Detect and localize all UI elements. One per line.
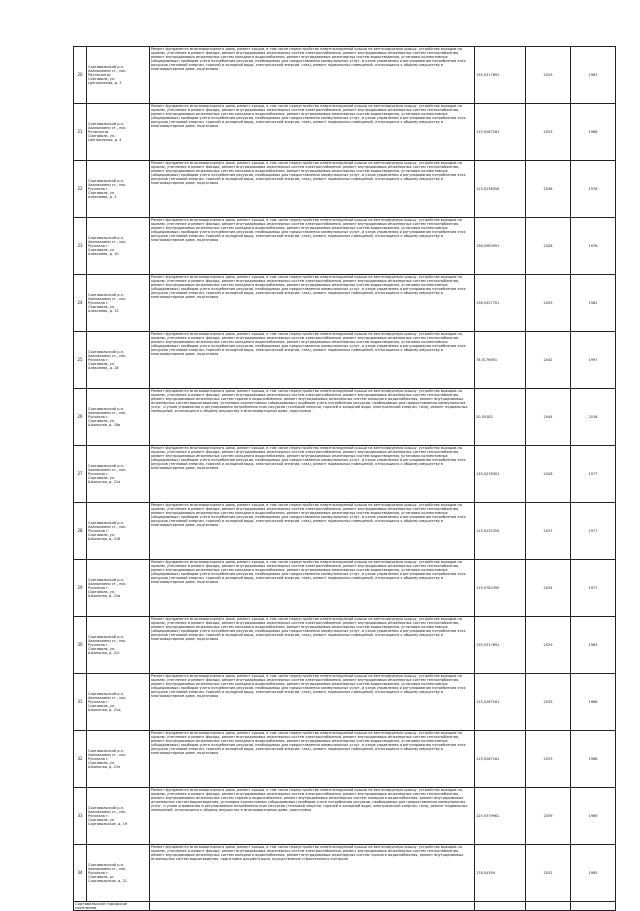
planned-year-cell: 2033 xyxy=(526,674,571,731)
built-year-cell: 1977 xyxy=(571,503,616,560)
cost-cell: 115,5136355 xyxy=(475,161,526,218)
address-line: Хаапалампи ст., пос. xyxy=(88,467,127,472)
address-line: Хаапалампи ст., пос. xyxy=(88,524,127,529)
address-line: Центральная, д. 4 xyxy=(88,138,122,143)
table-row xyxy=(74,218,616,275)
row-number: 32 xyxy=(74,731,87,788)
address-line: Хаапалампи ст., пос. xyxy=(88,410,127,415)
cost-cell: 78,5176951 xyxy=(475,332,526,389)
planned-year-cell: 2033 xyxy=(526,731,571,788)
work-description-text: Ремонт фундамента многоквартирного дома, ремонт крыши, в том числе переустройство невентилируемой крыши на вентилируемую крышу, устройство выходов на кровлю, утепление и ремонт фасада, ремонт внутридомовых инженерных систем электроснабжения, ремонт внутридомовых инженерных систем теплоснабжения, ремонт внутридомовых инженерных систем холодного водоснабжения, ремонт внутридомовых инженерных систем водоотведения, установка коллективных (общедомовых) приборов учета потребления ресурсов, необходимых для предоставления коммунальных услуг, и узлов управления и регулирования потребления этих ресурсов (тепловой энергии, горячей и холодной воды, электрической энергии, газа), ремонт подвальных помещений, относящихся к общему имуществу в многоквартирном доме, подготовка xyxy=(151,674,466,699)
address-line: Сортавала, ул. xyxy=(88,818,116,823)
planned-year-cell: 2029 xyxy=(526,47,571,104)
cost-cell: 115,5267161 xyxy=(475,674,526,731)
work-description-cell xyxy=(150,104,475,161)
work-description-text: Ремонт фундамента многоквартирного дома, ремонт крыши, в том числе переустройство невентилируемой крыши на вентилируемую крышу, устройство выходов на кровлю, утепление и ремонт фасада, ремонт внутридомовых инженерных систем электроснабжения, ремонт внутридомовых инженерных систем теплоснабжения, ремонт внутридомовых инженерных систем холодного водоснабжения, ремонт внутридомовых инженерных систем водоотведения, установка коллективных (общедомовых) приборов учета потребления ресурсов, необходимых для предоставления коммунальных услуг, и узлов управления и регулирования потребления этих ресурсов (тепловой энергии, горячей и холодной воды, электрической энергии, газа), ремонт подвальных помещений, относящихся к общему имуществу в многоквартирном доме, подготовка xyxy=(151,503,466,528)
planned-year-cell: 2037 xyxy=(526,503,571,560)
work-description-cell xyxy=(150,731,475,788)
address-line: Алексеева, д. 12 xyxy=(88,309,119,314)
built-year-cell: 1983 xyxy=(571,617,616,674)
table-row xyxy=(74,332,616,389)
work-description-cell xyxy=(150,503,475,560)
row-number: 25 xyxy=(74,332,87,389)
built-year-cell: 1985 xyxy=(571,845,616,902)
address-line: Школьная, д. 21б xyxy=(88,537,121,542)
address-line: Рускеала г. xyxy=(88,186,109,191)
address-line: Сортавальский р-н, xyxy=(88,349,125,354)
planned-year-cell: 2034 xyxy=(526,560,571,617)
address-cell xyxy=(87,845,150,902)
table-row xyxy=(74,161,616,218)
work-description-text: Ремонт фундамента многоквартирного дома, ремонт крыши, в том числе переустройство невентилируемой крыши на вентилируемую крышу, устройство выходов на кровлю, утепление и ремонт фасада, ремонт внутридомовых инженерных систем электроснабжения, ремонт внутридомовых инженерных систем теплоснабжения, ремонт внутридомовых инженерных систем холодного водоснабжения, ремонт внутридомовых инженерных систем водоотведения, установка коллективных (общедомовых) приборов учета потребления ресурсов, необходимых для предоставления коммунальных услуг, и узлов управления и регулирования потребления этих ресурсов (тепловой энергии, горячей и холодной воды, электрической энергии, газа), ремонт подвальных помещений, относящихся к общему имуществу в многоквартирном доме, подготовка xyxy=(151,47,466,72)
cost-cell: 135,5317691 xyxy=(475,617,526,674)
address-line: Рускеала г. xyxy=(88,528,109,533)
address-line: Сортавальский р-н, xyxy=(88,463,125,468)
address-line: Сортавальский р-н, xyxy=(88,178,125,183)
row-number: 22 xyxy=(74,161,87,218)
planned-year-cell: 2042 xyxy=(526,332,571,389)
work-description-cell xyxy=(150,218,475,275)
row-number: 26 xyxy=(74,389,87,446)
address-line: Школьная, д. 21а xyxy=(88,480,121,485)
built-year-cell: 1988 xyxy=(571,674,616,731)
row-number: 29 xyxy=(74,560,87,617)
table-row xyxy=(74,389,616,446)
address-line: Хаапалампи ст., пос. xyxy=(88,752,127,757)
address-cell xyxy=(87,104,150,161)
address-line: Хаапалампи ст., пос. xyxy=(88,239,127,244)
row-number: 33 xyxy=(74,788,87,845)
work-description-cell xyxy=(150,446,475,503)
address-line: Сортавальский р-н, xyxy=(88,862,125,867)
address-line: Сортавала, ул. xyxy=(88,362,116,367)
address-line: Сортавала, ул. xyxy=(88,647,116,652)
address-line: Сортавала, ул. xyxy=(88,77,116,82)
planned-year-cell: 2028 xyxy=(526,446,571,503)
row-number: 20 xyxy=(74,47,87,104)
planned-year-cell: 2033 xyxy=(526,104,571,161)
row-number: 34 xyxy=(74,845,87,902)
address-line: Центральная, д. 3 xyxy=(88,81,122,86)
address-line: Хаапалампи ст., пос. xyxy=(88,125,127,130)
address-line: Сортавальский р-н, xyxy=(88,691,125,696)
footer-empty-cell xyxy=(571,902,616,911)
address-line: Сортавала, ул. xyxy=(88,533,116,538)
address-line: Рускеала г. xyxy=(88,870,109,875)
table-row xyxy=(74,788,616,845)
table-row xyxy=(74,275,616,332)
address-line: Сортавала, ул. xyxy=(88,704,116,709)
table-row xyxy=(74,503,616,560)
cost-cell: 115,5782395 xyxy=(475,560,526,617)
work-description-text: Ремонт фундамента многоквартирного дома, ремонт крыши, в том числе переустройство невентилируемой крыши на вентилируемую крышу, устройство выходов на кровлю, утепление и ремонт фасада, ремонт внутридомовых инженерных систем электроснабжения, ремонт внутридомовых инженерных систем теплоснабжения, ремонт внутридомовых инженерных систем холодного водоснабжения, ремонт внутридомовых инженерных систем водоотведения, установка коллективных (общедомовых) приборов учета потребления ресурсов, необходимых для предоставления коммунальных услуг, и узлов управления и регулирования потребления этих ресурсов (тепловой энергии, горячей и холодной воды, электрической энергии, газа), ремонт подвальных помещений, относящихся к общему имуществу в многоквартирном доме, подготовка xyxy=(151,104,466,129)
address-line: Сортавальское, д. 19 xyxy=(88,822,128,827)
built-year-cell: 1977 xyxy=(571,446,616,503)
address-line: Сортавальский р-н, xyxy=(88,805,125,810)
address-line: Сортавала, ул. xyxy=(88,248,116,253)
row-number: 30 xyxy=(74,617,87,674)
address-cell xyxy=(87,617,150,674)
table-row xyxy=(74,731,616,788)
address-line: Школьная, д. 21в xyxy=(88,594,121,599)
address-cell xyxy=(87,332,150,389)
address-line: Рускеала г. xyxy=(88,813,109,818)
table-row xyxy=(74,104,616,161)
address-line: Хаапалампи ст., пос. xyxy=(88,353,127,358)
cost-cell: 125,5379961 xyxy=(475,788,526,845)
address-line: Рускеала г. xyxy=(88,300,109,305)
address-line: Сортавальский р-н, xyxy=(88,748,125,753)
work-description-cell xyxy=(150,788,475,845)
work-description-cell xyxy=(150,332,475,389)
table-row xyxy=(74,617,616,674)
address-line: Рускеала г. xyxy=(88,471,109,476)
built-year-cell: 1982 xyxy=(571,275,616,332)
work-description-text: Ремонт фундамента многоквартирного дома, ремонт крыши, в том числе переустройство невентилируемой крыши на вентилируемую крышу, устройство выходов на кровлю, утепление и ремонт фасада, ремонт внутридомовых инженерных систем электроснабжения, ремонт внутридомовых инженерных систем теплоснабжения, ремонт внутридомовых инженерных систем холодного водоснабжения, ремонт внутридомовых инженерных систем водоотведения, установка коллективных (общедомовых) приборов учета потребления ресурсов, необходимых для предоставления коммунальных услуг, и узлов управления и регулирования потребления этих ресурсов (тепловой энергии, горячей и холодной воды, электрической энергии, газа), ремонт подвальных помещений, относящихся к общему имуществу в многоквартирном доме, подготовка xyxy=(151,218,466,243)
address-line: Рускеала г. xyxy=(88,756,109,761)
work-description-text: Ремонт фундамента многоквартирного дома, ремонт крыши, в том числе переустройство невентилируемой крыши на вентилируемую крышу, устройство выходов на кровлю, утепление и ремонт фасада, ремонт внутридомовых инженерных систем электроснабжения, ремонт внутридомовых инженерных систем теплоснабжения, ремонт внутридомовых инженерных систем холодного водоснабжения, ремонт внутридомовых инженерных систем водоотведения, установка коллективных (общедомовых) приборов учета потребления ресурсов, необходимых для предоставления коммунальных услуг, и узлов управления и регулирования потребления этих ресурсов (тепловой энергии, горячей и холодной воды, электрической энергии, газа), ремонт подвальных помещений, относящихся к общему имуществу в многоквартирном доме, подготовка xyxy=(151,617,466,642)
footer-empty-cell xyxy=(475,902,526,911)
cost-cell: 136,5583991 xyxy=(475,218,526,275)
cost-cell: 115,5267161 xyxy=(475,731,526,788)
planned-year-cell: 2028 xyxy=(526,218,571,275)
planned-year-cell: 2029 xyxy=(526,275,571,332)
settlement-label: Сортавальское городское поселение xyxy=(74,902,150,911)
table-row xyxy=(74,560,616,617)
table-row xyxy=(74,845,616,902)
work-description-text: Ремонт фундамента многоквартирного дома, ремонт крыши, в том числе переустройство невентилируемой крыши на вентилируемую крышу, устройство выходов на кровлю, утепление и ремонт фасада, ремонт внутридомовых инженерных систем электроснабжения, ремонт внутридомовых инженерных систем теплоснабжения, ремонт внутридомовых инженерных систем холодного водоснабжения, ремонт внутридомовых инженерных систем водоотведения, установка коллективных (общедомовых) приборов учета потребления ресурсов, необходимых для предоставления коммунальных услуг, и узлов управления и регулирования потребления этих ресурсов (тепловой энергии, горячей и холодной воды, электрической энергии, газа), ремонт подвальных помещений, относящихся к общему имуществу в многоквартирном доме, подготовка xyxy=(151,446,466,471)
built-year-cell: 1986 xyxy=(571,104,616,161)
address-cell xyxy=(87,275,150,332)
row-number: 24 xyxy=(74,275,87,332)
work-description-text: Ремонт фундамента многоквартирного дома, ремонт крыши, в том числе переустройство невентилируемой крыши на вентилируемую крышу, устройство выходов на кровлю, утепление и ремонт фасада, ремонт внутридомовых инженерных систем электроснабжения, ремонт внутридомовых инженерных систем теплоснабжения, ремонт внутридомовых инженерных систем холодного водоснабжения, ремонт внутридомовых инженерных систем водоотведения, установка коллективных (общедомовых) приборов учета потребления ресурсов, необходимых для предоставления коммунальных услуг, и узлов управления и регулирования потребления этих ресурсов (тепловой энергии, горячей и холодной воды, электрической энергии, газа), ремонт подвальных помещений, относящихся к общему имуществу в многоквартирном доме, подготовка xyxy=(151,731,466,756)
address-line: Хаапалампи ст., пос. xyxy=(88,581,127,586)
address-line: Рускеала г. xyxy=(88,414,109,419)
address-line: Раутакангас xyxy=(88,72,111,77)
footer-empty-cell xyxy=(526,902,571,911)
address-line: Алексеева, д. 3 xyxy=(88,195,117,200)
table-row xyxy=(74,674,616,731)
address-line: Рускеала г. xyxy=(88,357,109,362)
address-line: Школьная, д. 21е xyxy=(88,765,121,770)
address-line: Хаапалампи ст., пос. xyxy=(88,638,127,643)
address-line: Хаапалампи ст., пос. xyxy=(88,866,127,871)
work-description-text: Ремонт фундамента многоквартирного дома, ремонт крыши, в том числе переустройство невентилируемой крыши на вентилируемую крышу, устройство выходов на кровлю, утепление и ремонт фасада, ремонт внутридомовых инженерных систем электроснабжения, ремонт внутридомовых инженерных систем теплоснабжения, ремонт внутридомовых инженерных систем горячего водоснабжения, ремонт внутридомовых инженерных систем холодного водоснабжения, ремонт внутридомовых инженерных систем водоотведения, установка коллективных (общедомовых) приборов учета потребления ресурсов, необходимых для предоставления коммунальных услуг, и узлов управления и регулирования потребления этих ресурсов (тепловой энергии, горячей и холодной воды, электрической энергии, газа), ремонт подвальных помещений, относящихся к общему имуществу в многоквартирном доме, подготовка xyxy=(151,788,468,813)
address-line: Сортавальский р-н, xyxy=(88,406,125,411)
address-line: Рускеала г. xyxy=(88,642,109,647)
address-cell xyxy=(87,674,150,731)
address-line: Сортавала, ул. xyxy=(88,476,116,481)
address-line: Алексеева, д. 10 xyxy=(88,252,119,257)
address-line: Школьная, д. 21д xyxy=(88,708,121,713)
cost-cell: 178,54359 xyxy=(475,845,526,902)
row-number: 31 xyxy=(74,674,87,731)
address-line: Сортавала, ул. xyxy=(88,590,116,595)
capital-repair-table xyxy=(73,46,616,911)
address-cell xyxy=(87,218,150,275)
work-description-cell xyxy=(150,674,475,731)
address-line: Сортавальский р-н, xyxy=(88,577,125,582)
address-line: Хаапалампи ст., пос. xyxy=(88,296,127,301)
address-line: Рускеала г. xyxy=(88,243,109,248)
built-year-cell: 2018 xyxy=(571,389,616,446)
planned-year-cell: 2039 xyxy=(526,788,571,845)
work-description-text: Ремонт фундамента многоквартирного дома, ремонт крыши, в том числе переустройство невентилируемой крыши на вентилируемую крышу, устройство выходов на кровлю, утепление и ремонт фасада, ремонт внутридомовых инженерных систем электроснабжения, ремонт внутридомовых инженерных систем теплоснабжения, ремонт внутридомовых инженерных систем холодного водоснабжения, ремонт внутридомовых инженерных систем водоотведения, установка коллективных (общедомовых) приборов учета потребления ресурсов, необходимых для предоставления коммунальных услуг, и узлов управления и регулирования потребления этих ресурсов (тепловой энергии, горячей и холодной воды, электрической энергии, газа), ремонт подвальных помещений, относящихся к общему имуществу в многоквартирном доме, подготовка xyxy=(151,332,466,357)
address-line: Сортавальское, д. 21 xyxy=(88,879,128,884)
address-line: Сортавальский р-н, xyxy=(88,64,125,69)
address-line: Школьная, д. 21г xyxy=(88,651,120,656)
address-line: Сортавала, ул. xyxy=(88,419,116,424)
work-description-cell xyxy=(150,47,475,104)
address-line: Рутакангас xyxy=(88,129,109,134)
address-line: Сортавала, ул. xyxy=(88,305,116,310)
address-line: Алексеева, д. 18 xyxy=(88,366,119,371)
address-line: Сортавала, ш. xyxy=(88,875,115,880)
address-line: Сортавальский р-н, xyxy=(88,292,125,297)
cost-cell: 115,5232355 xyxy=(475,503,526,560)
table-row xyxy=(74,446,616,503)
cost-cell: 135,5278301 xyxy=(475,446,526,503)
address-line: Сортавальский р-н, xyxy=(88,634,125,639)
built-year-cell: 1976 xyxy=(571,161,616,218)
work-description-text: Ремонт фундамента многоквартирного дома, ремонт крыши, в том числе переустройство невентилируемой крыши на вентилируемую крышу, устройство выходов на кровлю, утепление и ремонт фасада, ремонт внутридомовых инженерных систем электроснабжения, ремонт внутридомовых инженерных систем теплоснабжения, ремонт внутридомовых инженерных систем холодного водоснабжения, ремонт внутридомовых инженерных систем горячего водоснабжения, ремонт внутридомовых инженерных систем водоотведения, подготовка документации, осуществление строительного контроля xyxy=(151,845,464,862)
work-description-cell xyxy=(150,275,475,332)
row-number: 28 xyxy=(74,503,87,560)
address-line: Сортавальский р-н, xyxy=(88,235,125,240)
built-year-cell: 1989 xyxy=(571,788,616,845)
cost-cell: 136,5327701 xyxy=(475,275,526,332)
row-number: 23 xyxy=(74,218,87,275)
work-description-text: Ремонт фундамента многоквартирного дома, ремонт крыши, в том числе переустройство невентилируемой крыши на вентилируемую крышу, устройство выходов на кровлю, утепление и ремонт фасада, ремонт внутридомовых инженерных систем электроснабжения, ремонт внутридомовых инженерных систем теплоснабжения, ремонт внутридомовых инженерных систем холодного водоснабжения, ремонт внутридомовых инженерных систем водоотведения, установка коллективных (общедомовых) приборов учета потребления ресурсов, необходимых для предоставления коммунальных услуг, и узлов управления и регулирования потребления этих ресурсов (тепловой энергии, горячей и холодной воды, электрической энергии, газа), ремонт подвальных помещений, относящихся к общему имуществу в многоквартирном доме, подготовка xyxy=(151,161,466,186)
built-year-cell: 1983 xyxy=(571,47,616,104)
planned-year-cell: 2044 xyxy=(526,389,571,446)
footer-empty-cell xyxy=(150,902,475,911)
planned-year-cell: 2029 xyxy=(526,617,571,674)
built-year-cell: 1988 xyxy=(571,731,616,788)
address-line: Сортавала, ул. xyxy=(88,134,116,139)
address-line: Хаапалампи ст., пос. xyxy=(88,68,127,73)
cost-cell: 115,9267161 xyxy=(475,104,526,161)
work-description-cell xyxy=(150,617,475,674)
address-line: Рускеала г. xyxy=(88,699,109,704)
planned-year-cell: 2032 xyxy=(526,845,571,902)
address-line: Сортавала, ул. xyxy=(88,191,116,196)
address-line: Хаапалампи ст., пос. xyxy=(88,695,127,700)
address-cell xyxy=(87,389,150,446)
address-line: Хаапалампи ст., пос. xyxy=(88,182,127,187)
address-cell xyxy=(87,446,150,503)
work-description-cell xyxy=(150,560,475,617)
address-cell xyxy=(87,503,150,560)
table-body xyxy=(74,47,616,911)
work-description-cell xyxy=(150,389,475,446)
address-cell xyxy=(87,560,150,617)
address-line: Школьная, д. 18а xyxy=(88,423,121,428)
built-year-cell: 1978 xyxy=(571,218,616,275)
cost-cell: 135,5317691 xyxy=(475,47,526,104)
address-line: Сортавальский р-н, xyxy=(88,520,125,525)
planned-year-cell: 2036 xyxy=(526,161,571,218)
work-description-text: Ремонт фундамента многоквартирного дома, ремонт крыши, в том числе переустройство невентилируемой крыши на вентилируемую крышу, устройство выходов на кровлю, утепление и ремонт фасада, ремонт внутридомовых инженерных систем электроснабжения, ремонт внутридомовых инженерных систем теплоснабжения, ремонт внутридомовых инженерных систем холодного водоснабжения, ремонт внутридомовых инженерных систем водоотведения, установка коллективных (общедомовых) приборов учета потребления ресурсов, необходимых для предоставления коммунальных услуг, и узлов управления и регулирования потребления этих ресурсов (тепловой энергии, горячей и холодной воды, электрической энергии, газа), ремонт подвальных помещений, относящихся к общему имуществу в многоквартирном доме, подготовка xyxy=(151,560,466,585)
built-year-cell: 1977 xyxy=(571,560,616,617)
address-line: Сортавала, ул. xyxy=(88,761,116,766)
built-year-cell: 1997 xyxy=(571,332,616,389)
row-number: 21 xyxy=(74,104,87,161)
address-cell xyxy=(87,788,150,845)
footer-row xyxy=(74,902,616,911)
address-line: Хаапалампи ст., пос. xyxy=(88,809,127,814)
work-description-text: Ремонт фундамента многоквартирного дома, ремонт крыши, в том числе переустройство невентилируемой крыши на вентилируемую крышу, устройство выходов на кровлю, утепление и ремонт фасада, ремонт внутридомовых инженерных систем электроснабжения, ремонт внутридомовых инженерных систем теплоснабжения, ремонт внутридомовых инженерных систем холодного водоснабжения, ремонт внутридомовых инженерных систем водоотведения, установка коллективных (общедомовых) приборов учета потребления ресурсов, необходимых для предоставления коммунальных услуг, и узлов управления и регулирования потребления этих ресурсов (тепловой энергии, горячей и холодной воды, электрической энергии, газа), ремонт подвальных помещений, относящихся к общему имуществу в многоквартирном доме, подготовка xyxy=(151,275,466,300)
table-row xyxy=(74,47,616,104)
address-cell xyxy=(87,731,150,788)
cost-cell: 20,50182 xyxy=(475,389,526,446)
address-line: Рускеала г. xyxy=(88,585,109,590)
work-description-cell xyxy=(150,845,475,902)
row-number: 27 xyxy=(74,446,87,503)
address-cell xyxy=(87,161,150,218)
address-line: Сортавальский р-н, xyxy=(88,121,125,126)
work-description-text: Ремонт фундамента многоквартирного дома, ремонт крыши, в том числе переустройство невентилируемой крыши на вентилируемую крышу, устройство выходов на кровлю, утепление и ремонт фасада, ремонт внутридомовых инженерных систем электроснабжения, ремонт внутридомовых инженерных систем теплоснабжения, ремонт внутридомовых инженерных систем горячего водоснабжения, ремонт внутридомовых инженерных систем холодного водоснабжения, ремонт внутридомовых инженерных систем водоотведения, установка коллективных (общедомовых) приборов учета потребления ресурсов, необходимых для предоставления коммунальных услуг, и узлов управления и регулирования потребления этих ресурсов (тепловой энергии, горячей и холодной воды, электрической энергии, газа), ремонт подвальных помещений, относящихся к общему имуществу в многоквартирном доме, подготовка xyxy=(151,389,468,414)
work-description-cell xyxy=(150,161,475,218)
address-cell xyxy=(87,47,150,104)
